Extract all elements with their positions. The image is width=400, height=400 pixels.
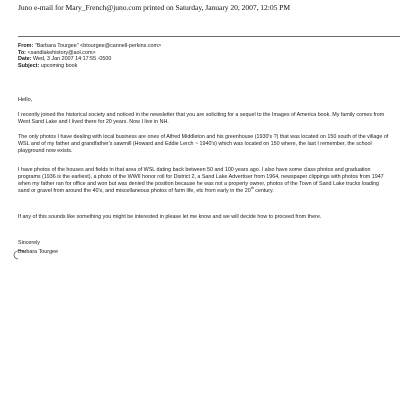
- to-label: To:: [18, 49, 26, 56]
- ordinal-suffix: th: [250, 185, 254, 190]
- subject-row: [18, 63, 161, 70]
- date-label: Date:: [18, 56, 32, 63]
- to-row: [18, 50, 161, 57]
- paragraph-3: [18, 167, 392, 195]
- subject-label: Subject:: [18, 62, 40, 69]
- paragraph-2: The only photos I have dealing with local business are ones of Alfred Middleton and his greenhouse (1930's ?) that was located on 150 south of the village of WSL and of my father and grandfather's sawmill (Howard and Eddie Lerch ~ 1940's) which was located on 150 where, the last I remember, the school playground now exists.: [18, 134, 389, 154]
- paragraph-3-text: I have photos of the houses and fields in that area of WSL dating back between 50 and 100 years ago. I also have some class photos and graduation programs (1936 is the earliest), a photo of the WWII honor roll for District 2, a Sand Lake Advertiser from 1964, newspaper clippings with photos from 1947 when my father ran for office and won but was denied the position because he was not a property owner, photos of the Town of Sand Lake trucks loading sand or gravel from around the 40's, and miscellaneous photos of farm life, etc from early in the 20: [18, 167, 384, 194]
- from-row: [18, 43, 161, 50]
- signature-name: Barbara Tourgee: [18, 249, 59, 255]
- paragraph-3-end: century.: [253, 187, 274, 194]
- date-row: [18, 56, 161, 63]
- to-value: <sandlakehistory@aol.com>: [27, 49, 96, 56]
- greeting: Hello,: [18, 97, 33, 103]
- print-header: Juno e-mail for Mary_French@juno.com printed on Saturday, January 20, 2007, 12:05 PM: [18, 3, 291, 12]
- paragraph-4: If any of this sounds like something you might be interested in please let me know and we will decide how to proceed from there.: [18, 214, 322, 220]
- from-label: From:: [18, 43, 34, 49]
- closing: Sincerely: [18, 240, 40, 246]
- date-value: Wed, 3 Jan 2007 14:17:55 -0500: [32, 56, 112, 63]
- header-divider: [18, 36, 400, 37]
- subject-value: upcoming book: [40, 62, 78, 69]
- email-headers: [18, 43, 161, 69]
- paragraph-1: I recently joined the historical society and noticed in the newsletter that you are soliciting for a sequel to the Images of America book. My family comes from West Sand Lake and I lived there for 20 years. Now I live in NH.: [18, 112, 385, 125]
- from-value: "Barbara Tourgee" <btourgee@cannell-perkins.com>: [34, 43, 162, 49]
